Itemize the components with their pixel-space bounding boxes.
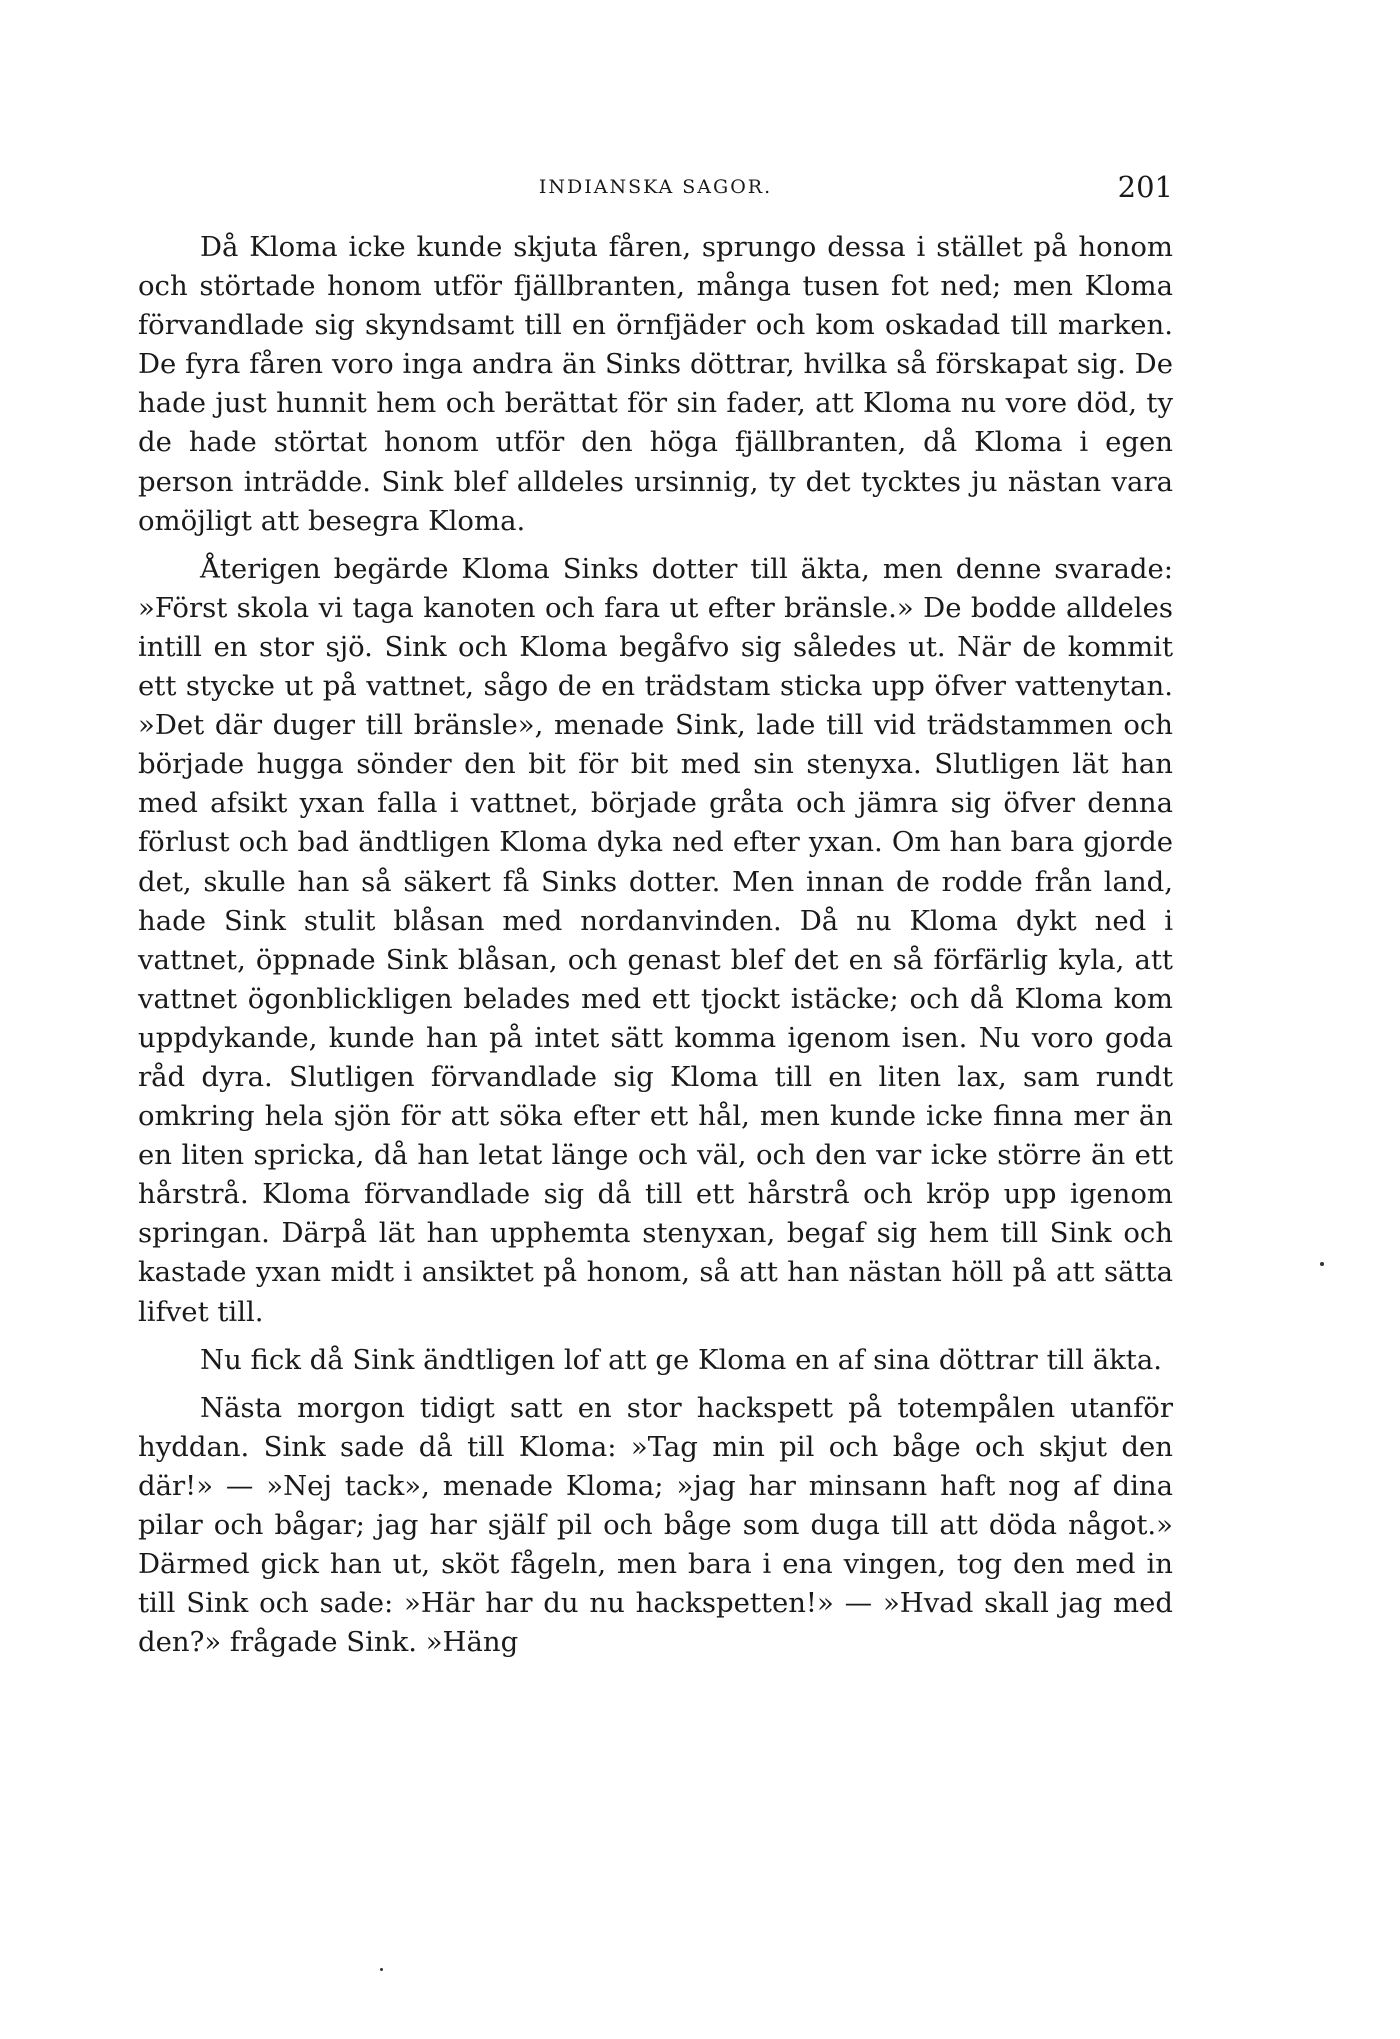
paragraph-1: Då Kloma icke kunde skjuta fåren, sprungo dessa i stället på honom och störtade honom utför fjällbranten, många tusen fot ned; men Kloma förvandlade sig skyndsamt till en örnfjäder och kom oskadad till marken. De fyra fåren voro inga andra än Sinks döttrar, hvilka så förskapat sig. De hade just hunnit hem och berättat för sin fader, att Kloma nu vore död, ty de hade störtat honom utför den höga fjällbranten, då Kloma i egen person inträdde. Sink blef alldeles ursinnig, ty det tycktes ju nästan vara omöjligt att besegra Kloma. bbox=[138, 231, 1173, 537]
bottom-speck bbox=[380, 1968, 383, 1971]
page-number: 201 bbox=[1117, 170, 1173, 204]
body-text bbox=[138, 228, 1173, 1662]
paragraph-2: Återigen begärde Kloma Sinks dotter till äkta, men denne svarade: »Först skola vi taga kanoten och fara ut efter bränsle.» De bodde alldeles intill en stor sjö. Sink och Kloma begåfvo sig således ut. När de kommit ett stycke ut på vattnet, sågo de en trädstam sticka upp öfver vattenytan. »Det där duger till bränsle», menade Sink, lade till vid trädstammen och började hugga sönder den bit för bit med sin stenyxa. Slutligen lät han med afsikt yxan falla i vattnet, började gråta och jämra sig öfver denna förlust och bad ändtligen Kloma dyka ned efter yxan. Om han bara gjorde det, skulle han så säkert få Sinks dotter. Men innan de rodde från land, hade Sink stulit blåsan med nordanvinden. Då nu Kloma dykt ned i vattnet, öppnade Sink blåsan, och genast blef det en så förfärlig kyla, att vattnet ögonblickligen belades med ett tjockt istäcke; och då Kloma kom uppdykande, kunde han på intet sätt komma igenom isen. Nu voro goda råd dyra. Slutligen förvandlade sig Kloma till en liten lax, sam rundt omkring hela sjön för att söka efter ett hål, men kunde icke finna mer än en liten spricka, då han letat länge och väl, och den var icke större än ett hårstrå. Kloma förvandlade sig då till ett hårstrå och kröp upp igenom springan. Därpå lät han upphemta stenyxan, begaf sig hem till Sink och kastade yxan midt i ansiktet på honom, så att han nästan höll på att sätta lifvet till. bbox=[138, 552, 1173, 1328]
paragraph-3: Nu fick då Sink ändtligen lof att ge Kloma en af sina döttrar till äkta. bbox=[200, 1343, 1162, 1376]
running-title: INDIANSKA SAGOR. bbox=[538, 176, 773, 198]
margin-speck bbox=[1320, 1262, 1324, 1266]
running-head bbox=[138, 170, 1173, 210]
paragraph-4: Nästa morgon tidigt satt en stor hackspett på totempålen utanför hyddan. Sink sade då till Kloma: »Tag min pil och båge och skjut den där!» — »Nej tack», menade Kloma; »jag har minsann haft nog af dina pilar och bågar; jag har själf pil och båge som duga till att döda något.» Därmed gick han ut, sköt fågeln, men bara i ena vingen, tog den med in till Sink och sade: »Här har du nu hackspetten!» — »Hvad skall jag med den?» frågade Sink. »Häng bbox=[138, 1391, 1173, 1659]
